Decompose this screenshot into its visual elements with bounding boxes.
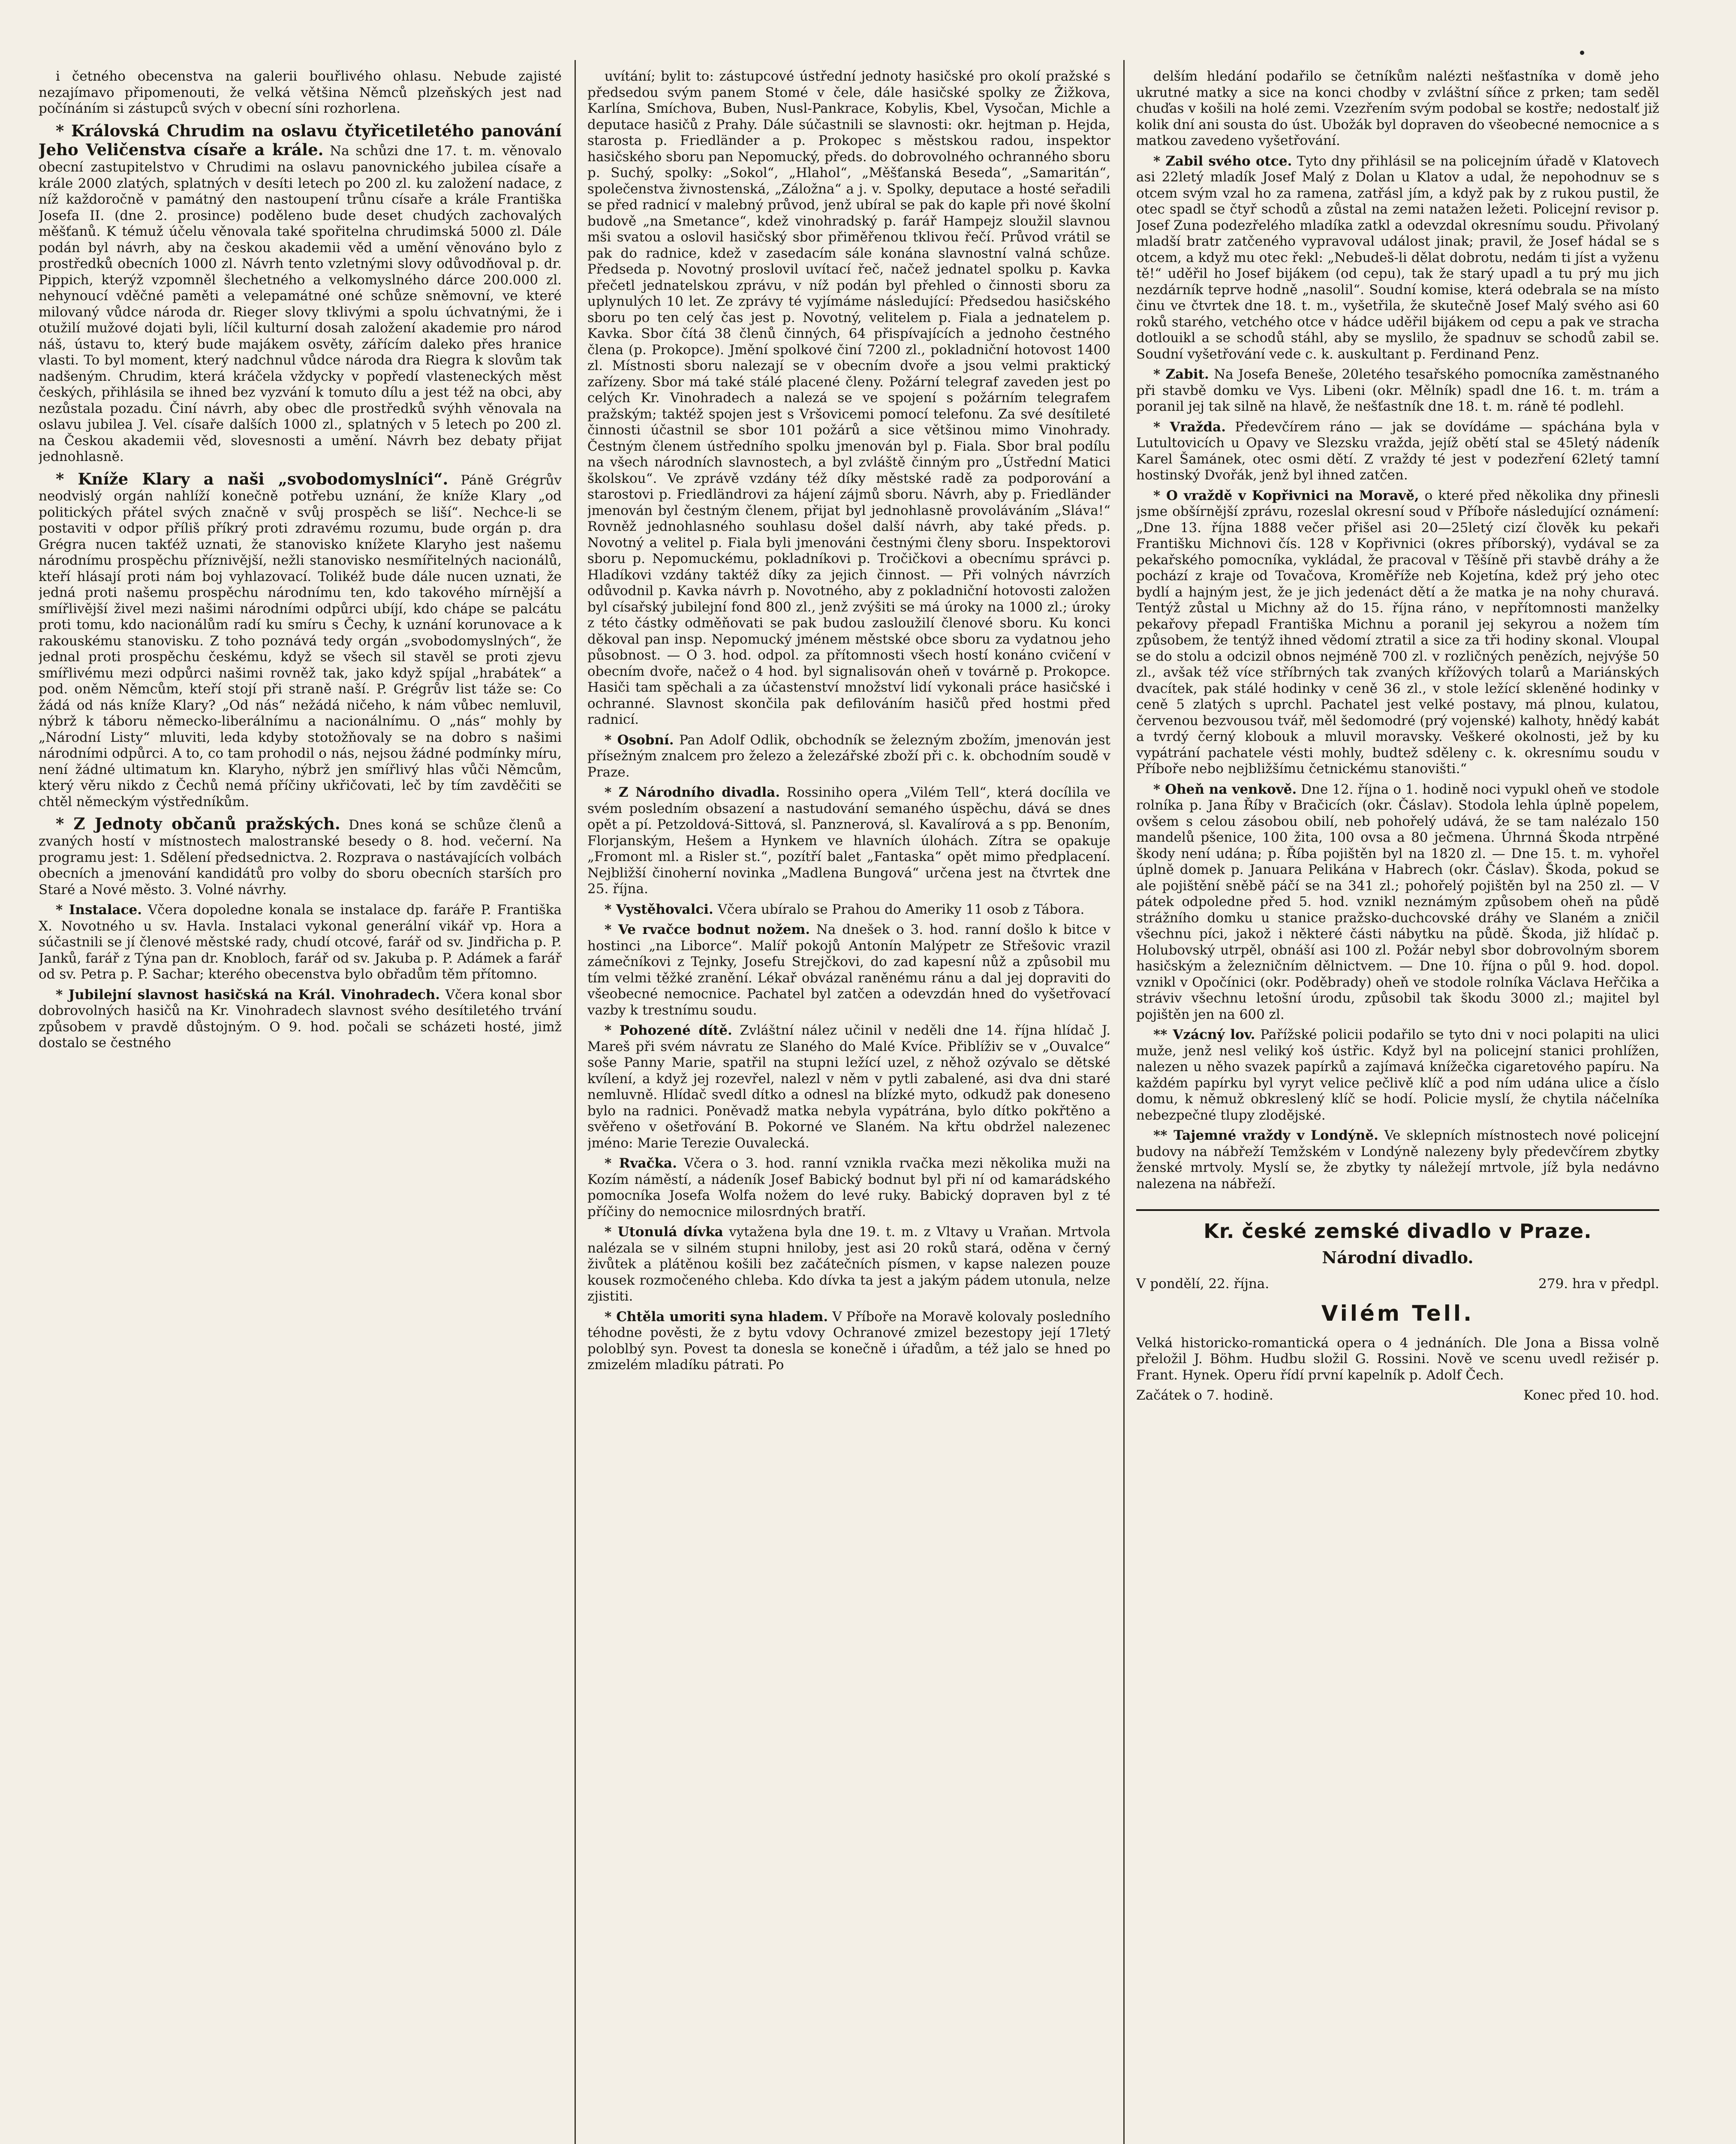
ink-dot <box>1580 51 1584 55</box>
article <box>587 1023 1110 1151</box>
article-body: vytažena byla dne 19. t. m. z Vltavy u Vraňan. Mrtvola nalézala se v silném stupni hniloby, jest asi 20 roků stará, oděna v černý živůtek a plátěnou košili bez začátečních písmen, v kapse nalezen pouze kousek rozmočeného chleba. Kdo dívka ta jest a jakým pádem utonula, nelze zjistiti. <box>587 1224 1110 1304</box>
article: uvítání; bylit to: zástupcové ústřední jednoty hasičské pro okolí pražské s předsedou svým panem Stomé v čele, dále hasičské spolky ze Žižkova, Karlína, Smíchova, Buben, Nusl-Pankrace, Kobylis, Kbel, Vysočan, Michle a deputace hasičů z Prahy. Dále súčastnili se slavnosti: okr. hejtman p. Hejda, starosta p. Friedländer a p. Prokopec s městskou radou, inspektor hasičského sboru pan Nepomucký, předs. do dobrovolného ochranného sboru p. Suchý, spolky: „Sokol“, „Hlahol“, „Měšťanská Beseda“, „Samaritán“, společenstva živnostenská, „Záložna“ a j. v. Spolky, deputace a hosté seřadili se před radnicí v malebný průvod, jenž ubíral se pak do kaple při nové školní budově „na Smetance“, kdež vinohradský p. farář Hampejz sloužil slavnou mši svatou a oslovil hasičský sbor přiměřenou tklivou řečí. Průvod vrátil se pak do radnice, kdež v zasedacím sále konána slavnostní valná schůze. Předseda p. Novotný proslovil uvítací řeč, načež jednatel spolku p. Kavka přečetl jednatelskou zprávu, v níž podán byl přehled o činnosti sboru za uplynulých 10 let. Ze zprávy té vyjímáme následující: Předsedou hasičského sboru po ten celý čas jest p. Novotný, velitelem p. Fiala a jednatelem p. Kavka. Sbor čítá 38 členů činných, 64 přispívajících a jednoho čestného člena (p. Prokopce). Jmění spolkové činí 7200 zl., pokladniční hotovost 1400 zl. Místnosti sboru nalezají se v obecním dvoře a jsou velmi praktický zařízeny. Sbor má také stálé placené členy. Požární telegraf zaveden jest po celých Kr. Vinohradech a nalezá se ve spojení s požárním telegrafem pražským; taktéž spojen jest s Vršovicemi pomocí telefonu. Za své desítileté činnosti účastnil se sbor 101 požárů a sice většinou mimo Vinohrady. Čestným členem ústředního spolku jmenován byl p. Fiala. Sbor bral podílu na všech národních slavnostech, a byl zvláště činným pro „Ústřední Matici školskou“. Ve zprávě vzdány též díky městské radě za podporování a starostovi p. Friedländrovi za hájení zájmů sboru. Návrh, aby p. Friedländer jmenován byl čestným členem, přijat byl jednohlasně provoláváním „Sláva!“ Rovněž jednohlasného souhlasu došel další návrh, aby také předs. p. Novotný a velitel p. Fiala byli jmenováni čestnými členy sboru. Inspektorovi sboru p. Nepomuckému, pokladníkovi p. Tročičkovi a obecnímu správci p. Hladíkovi vzdány taktéž díky za jejich činnost. — Při volných návrzích odůvodnil p. Kavka návrh p. Novotného, aby z pokladniční hotovosti založen byl císařský jubilejní fond 800 zl., jenž zvýšiti se má úroky na 1000 zl.; úroky z této částky odměňovati se pak budou zasloužilí členové sboru. Ku konci děkoval pan insp. Nepomucký jménem městské obce sboru za vydatnou jeho působnost. — O 3. hod. odpol. za přítomnosti všech hostí konáno cvičení v obecním dvoře, načež o 4 hod. byl signalisován oheň v továrně p. Prokopce. Hasiči tam spěchali a za účastenství množství lidí vykonali práce hasičské i ochranné. Slavnost skončila pak defilováním hasičů před hostmi před radnicí. <box>587 69 1110 727</box>
article-body: Ve sklepních místnostech nové policejní budovy na nábřeží Temžském v Londýně nalezeny byly předevčírem zbytky ženské mrtvoly. Myslí se, že zbytky ty náležejí mrtvole, jíž byla nedávno nalezena na nábřeží. <box>1136 1128 1659 1192</box>
article-headline: * Z Národního divadla. <box>605 785 780 800</box>
article-body: V Příboře na Moravě kolovaly posledního téhodne pověsti, že z bytu vdovy Ochranové zmizel bezestopy její 17letý poloblbý syn. Povest ta donesla se konečně i úřadům, a též jalo se hned po zmizelém mladíku pátrati. Po <box>587 1309 1110 1373</box>
theater-announcement <box>1136 1209 1659 1404</box>
article <box>39 902 562 983</box>
article <box>39 987 562 1051</box>
article <box>587 922 1110 1018</box>
article <box>587 902 1110 918</box>
theater-title: Kr. české zemské divadlo v Praze. <box>1203 1220 1592 1243</box>
newspaper-page <box>39 43 1689 2144</box>
article-headline: * Kníže Klary a naši „svobodomyslníci“. <box>56 469 448 488</box>
article-headline: * Rvačka. <box>605 1156 677 1171</box>
article-headline: * Královská Chrudim na oslavu čtyřicetiletého panování Jeho Veličenstva císaře a krále. <box>39 121 562 160</box>
article-body: Včera konal sbor dobrovolných hasičů na Kr. Vinohradech slavnost svého desítiletého trvání způsobem v pravdě důstojným. O 9. hod. počali se scházeti hosté, jimž dostalo se čestného <box>39 987 562 1051</box>
theater-times <box>1136 1388 1659 1404</box>
article-headline: * Pohozené dítě. <box>605 1023 732 1038</box>
article-headline: * Jubilejní slavnost hasičská na Král. Vinohradech. <box>56 987 440 1003</box>
article-body: Na schůzi dne 17. t. m. věnovalo obecní zastupitelstvo v Chrudimi na oslavu panovnického jubilea císaře a krále 2000 zlatých, splatných v desíti letech po 200 zl. ku založení nadace, z níž každoročně v památný den nastoupení trůnu císaře a krále Františka Josefa II. (dne 2. prosince) poděleno bude deset chudých zachovalých měšťanů. K témuž účelu věnovala také spořitelna chrudimská 5000 zl. Dále podán byl návrh, aby na českou akademii věd a umění věnováno bylo z prostředků obecních 1000 zl. Návrh tento vzletnými slovy odůvodňoval p. dr. Pippich, kterýž vzpomněl šlechetného a velkomyslného dárce 200.000 zl. nehynoucí vděčné paměti a velepamátné oné schůze sněmovní, ve které milovaný vůdce národa dr. Rieger slovy tklivými a spolu úchvatnými, že i otužilí mužové dojati byli, líčil kulturní dosah založení akademie pro národ náš, ústavu to, který bude majákem osvěty, zářícím daleko přes hranice vlasti. To byl moment, který nadchnul vůdce národa dra Riegra k slovům tak nadšeným. Chrudim, která kráčela vždycky v popředí vlasteneckých měst českých, přihlásila se ihned bez vyzvání k tomuto dílu a jest též na obci, aby nezůstala pozadu. Činí návrh, aby obec dle prostředků svýhh věnovala na oslavu jubilea J. Vel. císaře dalších 1000 zl., splatných v 5 letech po 200 zl. na Českou akademii věd, slovesnosti a umění. Návrh bez debaty přijat jednohlasně. <box>39 143 562 465</box>
article-headline: * Zabil svého otce. <box>1153 153 1292 169</box>
article <box>587 1156 1110 1220</box>
column-rule <box>575 60 576 2144</box>
end-time: Konec před 10. hod. <box>1523 1388 1659 1403</box>
article-headline: * O vraždě v Kopřivnici na Moravě, <box>1153 488 1419 503</box>
article-body: Na Josefa Beneše, 20letého tesařského pomocníka zaměstnaného při stavbě domku ve Vys. Libeni (okr. Mělník) spadl dne 16. t. m. trám a poranil jej tak silně na hlavě, že nešťastník dne 18. t. m. ráně té podlehl. <box>1136 367 1659 414</box>
article <box>1136 1027 1659 1123</box>
play-title: Vilém Tell. <box>1321 1301 1474 1326</box>
column-rule <box>1123 60 1125 2144</box>
theater-subtitle: Národní divadlo. <box>1322 1247 1474 1267</box>
article-headline: ** Vzácný lov. <box>1153 1027 1255 1042</box>
article-headline: * Vražda. <box>1153 419 1226 435</box>
article-body: Včera o 3. hod. ranní vznikla rvačka mezi několika muži na Kozím náměstí, a nádeník Josef Babický bodnut byl při ní od kamarádského pomocníka Josefa Wolfa nožem do levé ruky. Babický dopraven byl z té příčiny do nemocnice milosrdných bratří. <box>587 1156 1110 1220</box>
column-2 <box>587 69 1110 2144</box>
article <box>39 814 562 898</box>
article <box>1136 419 1659 484</box>
article-body: Dnes koná se schůze členů a zvaných hostí v místnostech malostranské besedy o 8. hod. večerní. Na programu jest: 1. Sdělení předsednictva. 2. Rozprava o nastávajících volbách obecních a jmenování kandidátů pro volby do sboru obecních starších pro Staré a Nové město. 3. Volné návrhy. <box>39 817 562 897</box>
performance-number: 279. hra v předpl. <box>1538 1276 1659 1292</box>
article-body: Páně Grégrův neodvislý orgán nahlíží konečně potřebu uznání, že kníže Klary „od politických přátel svých značně v svůj prospěch se liší“. Nechce-li se postaviti v odpor příliš příkrý proti zdravému rozumu, bude orgán p. dra Grégra nucen takťéž uznati, že stanovisko knížete Klaryho jest našemu národnímu prospěchu příznivější, nežli stanovisko nesmířitelných nacionálů, kteří hlásají proti nám boj vyhlazovací. Tolikéž bude dále nucen uznati, že jedná proti našemu prospěchu národnímu ten, kdo takového mírnější a smířlivější živel mezi našimi národními odpůrci ubíjí, kdo chápe se palcátu proti tomu, kdo nacionálům radí ku smíru s Čechy, k uznání korunovace a k rakouskému stanovisku. Z toho poznává tedy orgán „svobodomyslných“, že jednal proti prospěchu českému, když se všech sil stavěl se proti zjevu smířlivému mezi odpůrci našimi rovněž tak, jako když spíjal „hrabátek“ a pod. oněm Němcům, kteří stojí při straně naší. P. Grégrův list táže se: Co žádá od nás kníže Klary? „Od nás“ nežádá ničeho, k nám vůbec nemluvil, nýbrž k táboru německo-liberálnímu a nacionálnímu. O „nás“ mohly by „Národní Listy“ mluviti, leda kdyby stotožňovaly se na dobro s našimi národními odpůrci. A to, co tam prohodil o nás, nejsou žádné podmínky míru, není žádné ultimatum kn. Klaryho, nýbrž jen smířlivý hlas vůči Němcům, který věru nikdo z Čechů nemá příčiny ukřičovati, leč by tím zavděčiti se chtěl německým výstředníkům. <box>39 472 562 810</box>
article-body: Včera ubíralo se Prahou do Ameriky 11 osob z Tábora. <box>717 901 1085 917</box>
article <box>587 1224 1110 1305</box>
article <box>1136 782 1659 1023</box>
article-body: Předevčírem ráno — jak se dovídáme — spáchána byla v Lutultovicích u Opavy ve Slezsku vražda, jejíž obětí stal se 45letý nádeník Karel Šamánek, otec osmi dětí. Z vraždy té jest v podezření 62letý tamní hostinský Dvořák, jenž byl ihned zatčen. <box>1136 419 1659 483</box>
article-body: Včera dopoledne konala se instalace dp. faráře P. Františka X. Novotného u sv. Havla. Instalaci vykonal generální vikář vp. Hora a súčastnili se jí členové městské rady, chudí otcové, farář od sv. Jindřicha p. P. Janků, farář z Týna pan dr. Knobloch, farář od sv. Jakuba p. P. Adámek a farář od sv. Petra p. P. Sachar; kterého obecenstva bylo obřadům těm přítomno. <box>39 902 562 982</box>
play-description: Velká historicko-romantická opera o 4 jednáních. Dle Jona a Bissa volně přeložil J. Böhm. Hudbu složil G. Rossini. Nově ve scenu uvedl režisér p. Frant. Hynek. Operu řídí první kapelník p. Adolf Čech. <box>1136 1335 1659 1383</box>
article-body: Dne 12. října o 1. hodině noci vypukl oheň ve stodole rolníka p. Jana Říby v Bračicích (okr. Čáslav). Stodola lehla úplně popelem, ovšem s celou zásobou obilí, neb pohořelý udává, že se tam nalézalo 150 mandelů pšenice, 100 žita, 100 ovsa a 80 ječmena. Úhrnná Škoda ntrpěné škody není udána; p. Říba pojištěn byl na 1820 zl. — Dne 15. t. m. vyhořel úplně domek p. Januara Pelikána v Habrech (okr. Čáslav). Škoda, pokud se ale pojištění sněbě páčí se na 341 zl.; pohořelý pojištěn byl na 250 zl. — V pátek odpoledne před 5. hod. vznikl neznámým způsobem oheň na půdě strážního domku u stanice pražsko-duchcovské dráhy ve Slaném a zničil všechnu píci, jakož i některé části nábytku na půdě. Škoda, již hlídač p. Holubovský utrpěl, obnáší asi 100 zl. Požár nebyl sbor dobrovolným sborem hasičským a železničním dělnictvem. — Dne 10. října o půl 9. hod. dopol. vznikl v Opočínici (okr. Poděbrady) oheň ve stodole rolníka Václava Heřčika a stráviv všechnu letošní úrodu, způsobil tak škodu 3000 zl.; majitel byl pojištěn jen na 600 zl. <box>1136 781 1659 1022</box>
article-headline: * Oheň na venkově. <box>1153 781 1297 797</box>
article-headline: * Ve rvačce bodnut nožem. <box>605 922 810 937</box>
article <box>1136 488 1659 777</box>
article-body: o které před několika dny přinesli jsme obšírnější zprávu, rozeslal okresní soud v Příboře následující oznámení: „Dne 13. října 1888 večer přišel asi 20—25letý cizí člověk ku pekaři Františku Michnovi čís. 128 v Kopřivnici (okres příborský), vydával se za pekařského pomocníka, vykládal, že pracoval v Těšíně při stavbě dráhy a že pochází z kraje od Tovačova, Kroměříže neb Kojetína, kdež prý jeho otec bydlí a hajným jest, že je jich jedenáct dětí a že matka je na nohy churavá. Tentýž zůstal u Michny až do 15. října ráno, v nepřítomnosti manželky pekařovy přepadl Františka Michnu a poranil jej sekyrou a nožem tím způsobem, že tentýž ihned vědomí ztratil a sice za tři hodiny skonal. Vloupal se do stolu a odcizil obnos nejméně 700 zl. v rozličných penězích, nejvýše 50 zl., avšak též více stříbrných tak zvaných křížových tolarů a Mariánských dvacítek, pak stálé hodinky v ceně 36 zl., v stole ležící skleněné hodinky v ceně 5 zlatých s uprchl. Pachatel jest velké postavy, má plnou, kulatou, červenou bezvousou tvář, měl šedomodré (prý vojenské) kalhoty, hnědý kabát a tvrdý černý klobouk a mluvil moravsky. Veškeré okolnosti, jež by ku vypátrání pachatele vésti mohly, budtež sděleny c. k. okresnímu soudu v Příboře nebo nejbližšímu četnickému stanovišti.“ <box>1136 488 1659 777</box>
article <box>1136 1128 1659 1192</box>
article <box>587 732 1110 781</box>
article <box>1136 367 1659 415</box>
performance-date: V pondělí, 22. října. <box>1136 1276 1270 1292</box>
article-body: Tyto dny přihlásil se na policejním úřadě v Klatovech asi 22letý mladík Josef Malý z Dolan u Klatov a udal, že nepohodnuv se s otcem svým vzal ho za ramena, zatřásl jím, a když pak by z rukou pustil, že otec spadl se čtyř schodů a zůstal na zemi natažen ležeti. Policejní revisor p. Josef Zuna podezřelého mladíka zatkl a odevzdal okresnímu soudu. Přivolaný mladší bratr zatčeného vypravoval událost jinak; pravil, že Josef hádal se s otcem, a když mu otec řekl: „Nebudeš-li dělat dobrotu, nedám ti jíst a vyženu tě!“ uděřil ho Josef bijákem (od cepu), tak že starý upadl a tu prý mu jich nezdárník teprve hodně „nasolil“. Soudní komise, která odebrala se na místo činu ve čtvrtek dne 18. t. m., vyšetřila, že skutečně Josef Malý svého asi 60 roků starého, vetchého otce v hádce uděřil bijákem od cepu a pak ve stracha dotlouikl a se schodů stáhl, aby se myslilo, že spadnuv se schodů zabil se. Soudní vyšetřování vede c. k. auskultant p. Ferdinand Penz. <box>1136 153 1659 362</box>
article-headline: * Osobní. <box>605 732 674 748</box>
article-headline: * Instalace. <box>56 902 142 918</box>
article-headline: * Chtěla umoriti syna hladem. <box>605 1309 828 1325</box>
article-body: Pařížské policii podařilo se tyto dni v noci polapiti na ulici muže, jenž nesl veliký koš ústřic. Když byl na policejní stanici prohlížen, nalezen u něho svazek papírků a zajímavá knížečka cigaretového papíru. Na každém papírku byl vyryt velice pečlivě klíč a pod ním udána ulice a číslo domu, k němuž obkreslený klíč se hodí. Policie myslí, že chytila náčelníka nebezpečné tlupy zlodějské. <box>1136 1027 1659 1123</box>
article-headline: * Utonulá dívka <box>605 1224 723 1240</box>
article-body: Pan Adolf Odlik, obchodník se železným zbožím, jmenován jest přísežným znalcem pro železo a železářské zboží při c. k. obchodním soudě v Praze. <box>587 732 1110 780</box>
article-headline: ** Tajemné vraždy v Londýně. <box>1153 1128 1378 1143</box>
article <box>39 121 562 465</box>
start-time: Začátek o 7. hodině. <box>1136 1388 1273 1403</box>
article: delším hledání podařilo se četníkům nalézti nešťastníka v domě jeho ukrutné matky a sice na konci chodby v zvláštní síňce z prken; tam seděl chuďas v košili na holé zemi. Vzezřením svým podobal se kostře; nedostalť již kolik dní ani sousta do úst. Ubožák byl dopraven do všeobecné nemocnice a s matkou zavedeno vyšetřování. <box>1136 69 1659 148</box>
article-headline: * Vystěhovalci. <box>605 901 713 917</box>
article-body: Na dnešek o 3. hod. ranní došlo k bitce v hostinci „na Liborce“. Malíř pokojů Antonín Malýpetr ze Střešovic vrazil zámečníkovi z Tejnky, Josefu Strejčkovi, do zad kapesní nůž a způsobil mu tím velmi těžké zranění. Lékař obvázal raněnému ránu a dal jej dopraviti do všeobecné nemocnice. Pachatel byl zatčen a odevzdán hned do vyšetřovací vazby k trestnímu soudu. <box>587 922 1110 1018</box>
column-1 <box>39 69 562 2144</box>
article <box>587 1309 1110 1373</box>
article-body: Rossiniho opera „Vilém Tell“, která docílila ve svém posledním obsazení a nastudování semaného úspěchu, dává se dnes opět a pí. Petzoldová-Sittová, sl. Panznerová, sl. Kavalírová a s pp. Benoním, Florjanským, Hešem a Hynkem ve hlavních úlohách. Zítra se opakuje „Fromont ml. a Risler st.“, pozítří balet „Fantaska“ opět mimo předplacení. Nejbližší činoherní novinka „Madlena Bungová“ určena jest na čtvrtek dne 25. října. <box>587 785 1110 897</box>
article <box>1136 154 1659 363</box>
article <box>39 470 562 810</box>
article-headline: * Zabit. <box>1153 367 1209 382</box>
article <box>587 785 1110 897</box>
column-3 <box>1136 69 1659 2144</box>
article-body: Zvláštní nález učinil v neděli dne 14. října hlídač J. Mareš při svém návratu ze Slaného do Malé Kvíce. Přiblíživ se v „Ouvalce“ soše Panny Marie, spatřil na stupni ležící uzel, z něhož ozývalo se dětské kvílení, a když jej rozevřel, nalezl v něm v pytli zabalené, asi dva dni staré nemluvně. Hlídač svedl dítko a odnesl na blízké myto, odkudž pak doneseno bylo na radnici. Poněvadž matka nebyla vypátrána, bylo dítko pokřtěno a svěřeno v ošetřování B. Pokorné ve Slaném. Na křtu obdržel nalezenec jméno: Marie Terezie Ouvalecká. <box>587 1023 1110 1151</box>
theater-date-row <box>1136 1276 1659 1292</box>
article-headline: * Z Jednoty občanů pražských. <box>56 814 340 834</box>
article: i četného obecenstva na galerii bouřlivého ohlasu. Nebude zajisté nezajímavo připomenouti, že velká většina Němců plzeňských jest nad počínáním si zástupců svých v obecní síni rozhorlena. <box>39 69 562 116</box>
